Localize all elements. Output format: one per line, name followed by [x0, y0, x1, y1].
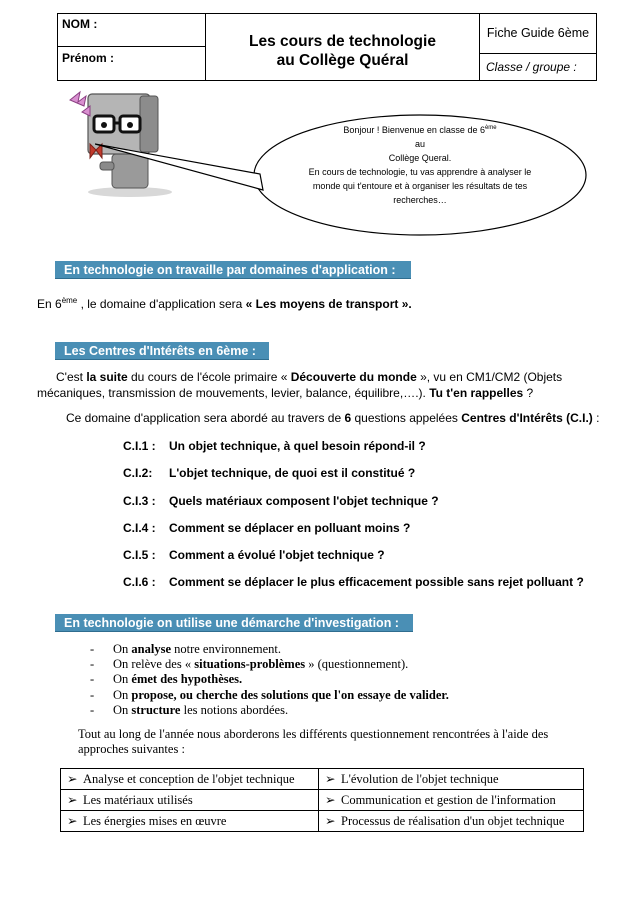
domaine-text-b: , le domaine d'application sera	[77, 297, 246, 311]
p1-line2-a: mécaniques, transmission de mouvements, levier, balance, équilibre,….).	[37, 386, 430, 400]
ci-code: C.I.2:	[123, 466, 153, 480]
table-cell: ➢ L'évolution de l'objet technique	[319, 769, 584, 790]
list-item: - On analyse notre environnement.	[90, 642, 282, 656]
list-item: - On structure les notions abordées.	[90, 702, 289, 717]
section-title-centres-interets: Les Centres d'Intérêts en 6ème :	[55, 342, 269, 360]
arrow-bullet-icon: ➢	[325, 772, 336, 786]
list-item: - On propose, ou cherche des solutions que l'on essaye de valider.	[90, 687, 449, 702]
p1-a: C'est	[56, 370, 87, 384]
p2-e: :	[592, 411, 600, 425]
arrow-bullet-icon: ➢	[325, 814, 336, 828]
domaine-text	[37, 293, 412, 312]
ci-row	[123, 494, 439, 508]
p2-d: Centres d'Intérêts (C.I.)	[461, 411, 593, 425]
bubble-line-2: au	[414, 139, 425, 149]
ci-row	[123, 466, 415, 480]
list-item: - On émet des hypothèses.	[90, 672, 243, 687]
ci-text: L'objet technique, de quoi est il constitué ?	[169, 466, 416, 480]
approaches-paragraph	[78, 727, 548, 757]
speech-bubble-tail	[95, 138, 265, 228]
table-row	[61, 790, 584, 811]
section-title-demarche: En technologie on utilise une démarche d'investigation :	[55, 614, 413, 632]
table-cell: ➢ Les énergies mises en œuvre	[61, 811, 319, 832]
domaine-text-sup: ème	[61, 296, 78, 305]
identity-cell	[58, 14, 206, 80]
arrow-bullet-icon: ➢	[67, 772, 78, 786]
demarche-list	[90, 642, 449, 718]
title-line-1: Les cours de technologie	[249, 33, 436, 50]
table-cell: ➢ Communication et gestion de l'information	[319, 790, 584, 811]
p1-d: Découverte du monde	[290, 370, 417, 384]
arrow-bullet-icon: ➢	[67, 814, 78, 828]
ci-code: C.I.4 :	[123, 521, 156, 535]
approaches-line-1: Tout au long de l'année nous aborderons les différents questionnement rencontrées à l'aide des	[78, 727, 549, 741]
ci-code: C.I.1 :	[123, 439, 156, 453]
nom-label: NOM :	[58, 14, 205, 47]
arrow-bullet-icon: ➢	[325, 793, 336, 807]
p1-line2-b: Tu t'en rappelles	[429, 386, 524, 400]
bubble-line-1-sup: ème	[484, 125, 497, 131]
ci-text: Comment se déplacer en polluant moins ?	[169, 521, 411, 535]
ci-code: C.I.3 :	[123, 494, 156, 508]
p2-c: questions appelées	[351, 411, 462, 425]
ci-row	[123, 521, 410, 535]
approaches-table	[60, 768, 584, 832]
p1-c: du cours de l'école primaire «	[127, 370, 291, 384]
ci-text: Un objet technique, à quel besoin répond-il ?	[169, 439, 426, 453]
domaine-text-a: En 6	[37, 297, 62, 311]
centres-paragraph-1	[37, 369, 597, 401]
p1-line2-c: ?	[523, 386, 534, 400]
section-title-domaines: En technologie on travaille par domaines d'application :	[55, 261, 411, 279]
table-row	[61, 811, 584, 832]
bubble-line-3: Collège Queral.	[388, 153, 452, 163]
classe-label: Classe / groupe :	[486, 60, 577, 74]
table-cell: ➢ Analyse et conception de l'objet technique	[61, 769, 319, 790]
bubble-line-6: recherches…	[393, 195, 447, 205]
prenom-label: Prénom :	[62, 51, 115, 65]
bubble-line-1: Bonjour ! Bienvenue en classe de 6	[343, 125, 485, 135]
ci-text: Quels matériaux composent l'objet technique ?	[169, 494, 439, 508]
ci-text: Comment a évolué l'objet technique ?	[169, 548, 385, 562]
arrow-bullet-icon: ➢	[67, 793, 78, 807]
bubble-line-5: monde qui t'entoure et à organiser les résultats de tes	[312, 181, 528, 191]
ci-row	[123, 439, 426, 453]
bubble-line-4: En cours de technologie, tu vas apprendre à analyser le	[308, 167, 532, 177]
header-table	[57, 13, 597, 81]
ci-row	[123, 548, 385, 562]
table-cell: ➢ Les matériaux utilisés	[61, 790, 319, 811]
p1-b: la suite	[86, 370, 128, 384]
fiche-label: Fiche Guide 6ème	[480, 14, 596, 54]
p2-a: Ce domaine d'application sera abordé au travers de	[66, 411, 345, 425]
p1-e: », vu en CM1/CM2 (Objets	[416, 370, 563, 384]
p2-b: 6	[344, 411, 352, 425]
table-row	[61, 769, 584, 790]
ci-code: C.I.6 :	[123, 575, 156, 589]
page-title	[206, 14, 480, 80]
centres-paragraph-2	[66, 410, 599, 426]
title-line-2: au Collège Quéral	[276, 52, 409, 69]
ci-text: Comment se déplacer le plus efficacement possible sans rejet polluant ?	[169, 575, 584, 589]
list-item: - On relève des « situations-problèmes » (questionnement).	[90, 657, 409, 672]
ci-row	[123, 575, 584, 589]
approaches-line-2: approches suivantes :	[78, 742, 185, 756]
class-cell	[480, 14, 596, 80]
bubble-text	[255, 121, 585, 207]
table-cell: ➢ Processus de réalisation d'un objet technique	[319, 811, 584, 832]
ci-code: C.I.5 :	[123, 548, 156, 562]
domaine-text-bold: « Les moyens de transport ».	[245, 297, 412, 311]
